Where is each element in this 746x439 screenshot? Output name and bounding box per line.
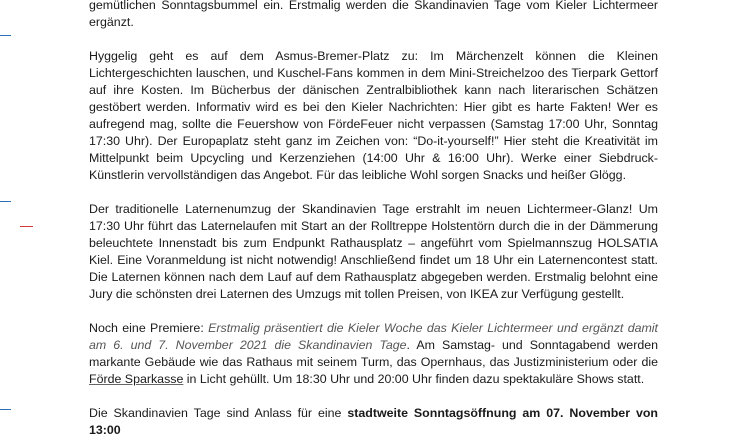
paragraph-laternenumzug [89,201,658,303]
paragraph-premiere [89,320,658,388]
text-line: Jury die schönsten drei Laternen des Umzugs mit tollen Preisen, von IKEA zur Verfügung gestellt. [89,287,625,301]
paragraph-intro-end [89,0,658,31]
text-line [89,320,658,337]
text-line [89,371,658,388]
margin-mark-red [20,226,33,227]
text-line: gemütlichen Sonntagsbummel ein. Erstmalig werden die Skandinavien Tage vom Kieler Lichtermeer [89,0,658,12]
text-run: Noch eine Premiere: [89,321,209,335]
document-body [89,0,658,439]
text-line: Kiel. Eine Voranmeldung ist nicht notwendig! Anschließend findet um 18 Uhr ein Laternencontest statt. [89,253,658,267]
text-run: in Licht gehüllt. Um 18:30 Uhr und 20:00 Uhr finden dazu spektakuläre Shows statt. [183,372,645,386]
italic-run: Erstmalig präsentiert die Kieler Woche das Kieler Lichtermeer und ergänzt damit [208,321,658,335]
margin-mark-blue-top [0,35,11,36]
text-line [89,405,658,439]
bold-run: stadtweite Sonntagsöffnung am 07. November von 13:00 [89,406,658,437]
underlined-run: Förde Sparkasse [89,372,184,386]
text-line: 17:30 Uhr). Der Europaplatz steht ganz im Zeichen von: “Do-it-yourself!” Hier steht die Kreativität im [89,134,658,148]
text-run: Die Skandinavien Tage sind Anlass für eine [89,406,348,420]
text-line: Die Laternen können nach dem Lauf auf dem Rathausplatz abgegeben werden. Erstmalig belohnt eine [89,270,658,284]
text-line: markante Gebäude wie das Rathaus mit seinem Turm, das Opernhaus, das Justizministerium oder die [89,355,658,369]
margin-mark-blue-bottom [0,409,11,410]
paragraph-sonntagsoeffnung [89,405,658,439]
margin-mark-blue-middle [0,201,11,202]
italic-run: am 6. und 7. November 2021 die Skandinavien Tage [89,338,407,352]
text-line: Lichtergeschichten lauschen, und Kuschel-Fans kommen in dem Mini-Streichelzoo des Tierpark Gettorf [89,66,658,80]
text-run: . Am Samstag- und Sonntagabend werden [406,338,658,352]
paragraph-asmus-bremer-platz [89,48,658,184]
text-line: Hyggelig geht es auf dem Asmus-Bremer-Platz zu: Im Märchenzelt können die Kleinen [89,49,658,63]
text-line: beleuchtete Innenstadt bis zum Endpunkt Rathausplatz – angeführt vom Spielmannszug HOLSATIA [89,236,658,250]
text-line: Künstlerin vervollständigen das Angebot. Für das leibliche Wohl sorgen Snacks und heißer Glögg. [89,168,627,182]
text-line: auf ihre Kosten. Im Bücherbus der dänischen Zentralbibliothek kann nach literarischen Schätzen [89,83,658,97]
text-line: ergänzt. [89,15,134,29]
text-line: gestöbert werden. Informativ wird es bei den Kieler Nachrichten: Hier gibt es harte Fakten! Wer es [89,100,658,114]
text-line: Der traditionelle Laternenumzug der Skandinavien Tage erstrahlt im neuen Lichtermeer-Glanz! Um [89,202,658,216]
text-line: 17:30 Uhr führt das Laternelaufen mit Start an der Rolltreppe Holstentörn durch die in der Dämmerung [89,219,658,233]
text-line: aufregend mag, sollte die Feuershow von FördeFeuer nicht verpassen (Samstag 17:00 Uhr, Sonntag [89,117,658,131]
text-line: Mittelpunkt beim Upcycling und Kerzenziehen (14:00 Uhr & 16:00 Uhr). Werke einer Siebdruck- [89,151,658,165]
text-line [89,337,658,354]
